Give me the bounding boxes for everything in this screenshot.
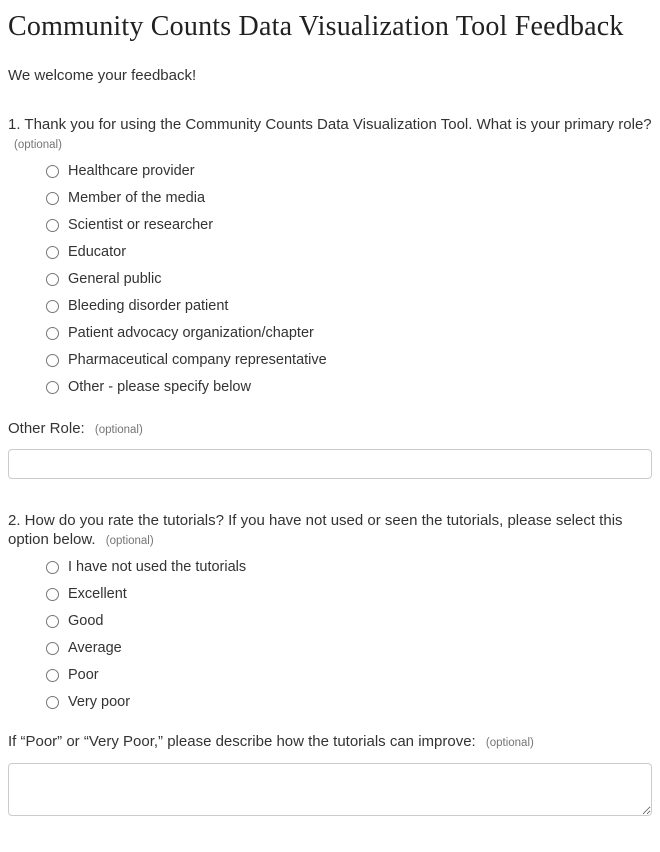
radio-button[interactable] — [46, 246, 59, 259]
question-1-text: 1. Thank you for using the Community Counts Data Visualization Tool. What is your primary role? — [8, 116, 652, 133]
q1-option-scientist-researcher[interactable] — [46, 216, 652, 234]
q1-option-bleeding-disorder-patient[interactable] — [46, 297, 652, 315]
q2-option-very-poor[interactable] — [46, 693, 652, 711]
radio-option-label: Excellent — [68, 586, 127, 602]
radio-option-label: Very poor — [68, 694, 131, 710]
optional-badge: (optional) — [105, 535, 154, 547]
radio-button[interactable] — [46, 192, 59, 205]
radio-option-label: Average — [68, 640, 122, 656]
tutorials-improve-label — [8, 732, 652, 753]
radio-button[interactable] — [46, 696, 59, 709]
radio-option-label: Educator — [68, 244, 127, 260]
radio-option-label: Poor — [68, 667, 99, 683]
optional-badge: (optional) — [485, 737, 534, 749]
radio-button[interactable] — [46, 561, 59, 574]
radio-option-label: Scientist or researcher — [68, 217, 214, 233]
radio-button[interactable] — [46, 273, 59, 286]
radio-option-label: I have not used the tutorials — [68, 559, 247, 575]
optional-badge: (optional) — [94, 424, 143, 436]
tutorials-improve-textarea[interactable] — [8, 763, 652, 816]
radio-button[interactable] — [46, 327, 59, 340]
question-1-options — [8, 162, 652, 396]
question-2-label — [8, 511, 652, 551]
tutorials-improve-label-text: If “Poor” or “Very Poor,” please describe how the tutorials can improve: — [8, 733, 476, 750]
question-2-options — [8, 558, 652, 711]
optional-badge: (optional) — [14, 139, 62, 151]
radio-option-label: General public — [68, 271, 162, 287]
radio-button[interactable] — [46, 642, 59, 655]
q2-option-poor[interactable] — [46, 666, 652, 684]
intro-text: We welcome your feedback! — [8, 67, 197, 84]
other-role-label — [8, 419, 652, 440]
radio-button[interactable] — [46, 300, 59, 313]
radio-option-label: Healthcare provider — [68, 163, 195, 179]
other-role-input[interactable] — [8, 449, 652, 479]
radio-option-label: Pharmaceutical company representative — [68, 352, 327, 368]
radio-button[interactable] — [46, 615, 59, 628]
question-2-text: 2. How do you rate the tutorials? If you have not used or seen the tutorials, please select this option below. — [8, 512, 623, 548]
radio-button[interactable] — [46, 588, 59, 601]
q1-option-educator[interactable] — [46, 243, 652, 261]
radio-option-label: Member of the media — [68, 190, 206, 206]
q1-option-other[interactable] — [46, 378, 652, 396]
q1-option-general-public[interactable] — [46, 270, 652, 288]
q2-option-excellent[interactable] — [46, 585, 652, 603]
page-title: Community Counts Data Visualization Tool Feedback — [8, 11, 624, 42]
q2-option-not-used[interactable] — [46, 558, 652, 576]
radio-button[interactable] — [46, 165, 59, 178]
q1-option-patient-advocacy[interactable] — [46, 324, 652, 342]
radio-button[interactable] — [46, 381, 59, 394]
radio-option-label: Good — [68, 613, 104, 629]
other-role-label-text: Other Role: — [8, 420, 85, 437]
radio-button[interactable] — [46, 354, 59, 367]
q1-option-pharma-representative[interactable] — [46, 351, 652, 369]
radio-option-label: Other - please specify below — [68, 379, 251, 395]
q1-option-healthcare-provider[interactable] — [46, 162, 652, 180]
radio-button[interactable] — [46, 669, 59, 682]
radio-option-label: Bleeding disorder patient — [68, 298, 229, 314]
question-1-label — [8, 115, 652, 155]
q2-option-average[interactable] — [46, 639, 652, 657]
q1-option-member-of-media[interactable] — [46, 189, 652, 207]
q2-option-good[interactable] — [46, 612, 652, 630]
radio-button[interactable] — [46, 219, 59, 232]
radio-option-label: Patient advocacy organization/chapter — [68, 325, 314, 341]
